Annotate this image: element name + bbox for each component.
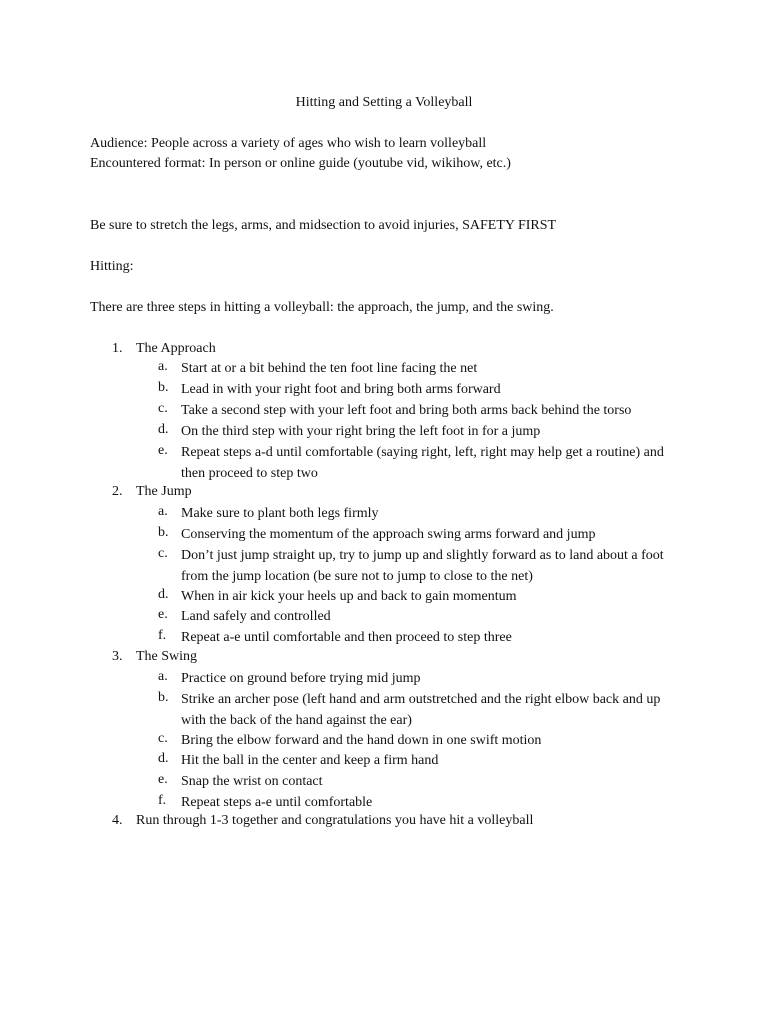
list-number: 1. <box>112 341 123 356</box>
sub-list-marker: a. <box>158 504 168 519</box>
list-number: 4. <box>112 813 123 828</box>
sub-list-marker: e. <box>158 772 168 787</box>
sub-list-marker: d. <box>158 587 169 602</box>
sub-list-marker: c. <box>158 546 168 561</box>
sub-list-text: Snap the wrist on contact <box>181 774 323 789</box>
list-number: 2. <box>112 484 123 499</box>
sub-list-text: Take a second step with your left foot and bring both arms back behind the torso <box>181 403 632 418</box>
list-item-label: The Approach <box>136 341 216 356</box>
sub-list-text: Hit the ball in the center and keep a firm hand <box>181 753 439 768</box>
sub-list-text: When in air kick your heels up and back to gain momentum <box>181 589 517 604</box>
sub-list-text: Repeat steps a-e until comfortable <box>181 795 373 810</box>
hitting-heading: Hitting: <box>90 259 134 274</box>
sub-list-text: Lead in with your right foot and bring both arms forward <box>181 382 501 397</box>
sub-list-text: Don’t just jump straight up, try to jump up and slightly forward as to land about a foot from the jump location (be sure not to jump to close to the net) <box>181 548 664 584</box>
sub-list-text: Repeat steps a-d until comfortable (saying right, left, right may help get a routine) and then proceed to step two <box>181 445 664 481</box>
sub-list-marker: a. <box>158 669 168 684</box>
sub-list-marker: e. <box>158 443 168 458</box>
sub-list-marker: b. <box>158 380 169 395</box>
sub-list-marker: a. <box>158 359 168 374</box>
sub-list-marker: e. <box>158 607 168 622</box>
audience-line: Audience: People across a variety of ages who wish to learn volleyball <box>90 136 487 151</box>
sub-list-text: Practice on ground before trying mid jump <box>181 671 421 686</box>
list-item-label: Run through 1-3 together and congratulations you have hit a volleyball <box>136 813 534 828</box>
sub-list-marker: b. <box>158 690 169 705</box>
sub-list-text: Bring the elbow forward and the hand down in one swift motion <box>181 733 542 748</box>
sub-list-marker: f. <box>158 628 167 643</box>
sub-list-marker: f. <box>158 793 167 808</box>
sub-list-marker: d. <box>158 422 169 437</box>
document-title: Hitting and Setting a Volleyball <box>295 95 473 110</box>
intro-paragraph: There are three steps in hitting a volleyball: the approach, the jump, and the swing. <box>90 300 554 315</box>
sub-list-text: Land safely and controlled <box>181 609 331 624</box>
sub-list-text: On the third step with your right bring the left foot in for a jump <box>181 424 541 439</box>
sub-list-text: Conserving the momentum of the approach swing arms forward and jump <box>181 527 596 542</box>
list-number: 3. <box>112 649 123 664</box>
list-item-label: The Jump <box>136 484 192 499</box>
sub-list-marker: d. <box>158 751 169 766</box>
sub-list-text: Repeat a-e until comfortable and then proceed to step three <box>181 630 512 645</box>
sub-list-text: Strike an archer pose (left hand and arm outstretched and the right elbow back and up with the back of the hand against the ear) <box>181 692 661 728</box>
list-item-label: The Swing <box>136 649 198 664</box>
sub-list-text: Make sure to plant both legs firmly <box>181 506 379 521</box>
sub-list-text: Start at or a bit behind the ten foot line facing the net <box>181 361 478 376</box>
safety-line: Be sure to stretch the legs, arms, and midsection to avoid injuries, SAFETY FIRST <box>90 218 557 233</box>
sub-list-marker: b. <box>158 525 169 540</box>
sub-list-marker: c. <box>158 731 168 746</box>
sub-list-marker: c. <box>158 401 168 416</box>
format-line: Encountered format: In person or online guide (youtube vid, wikihow, etc.) <box>90 156 511 171</box>
